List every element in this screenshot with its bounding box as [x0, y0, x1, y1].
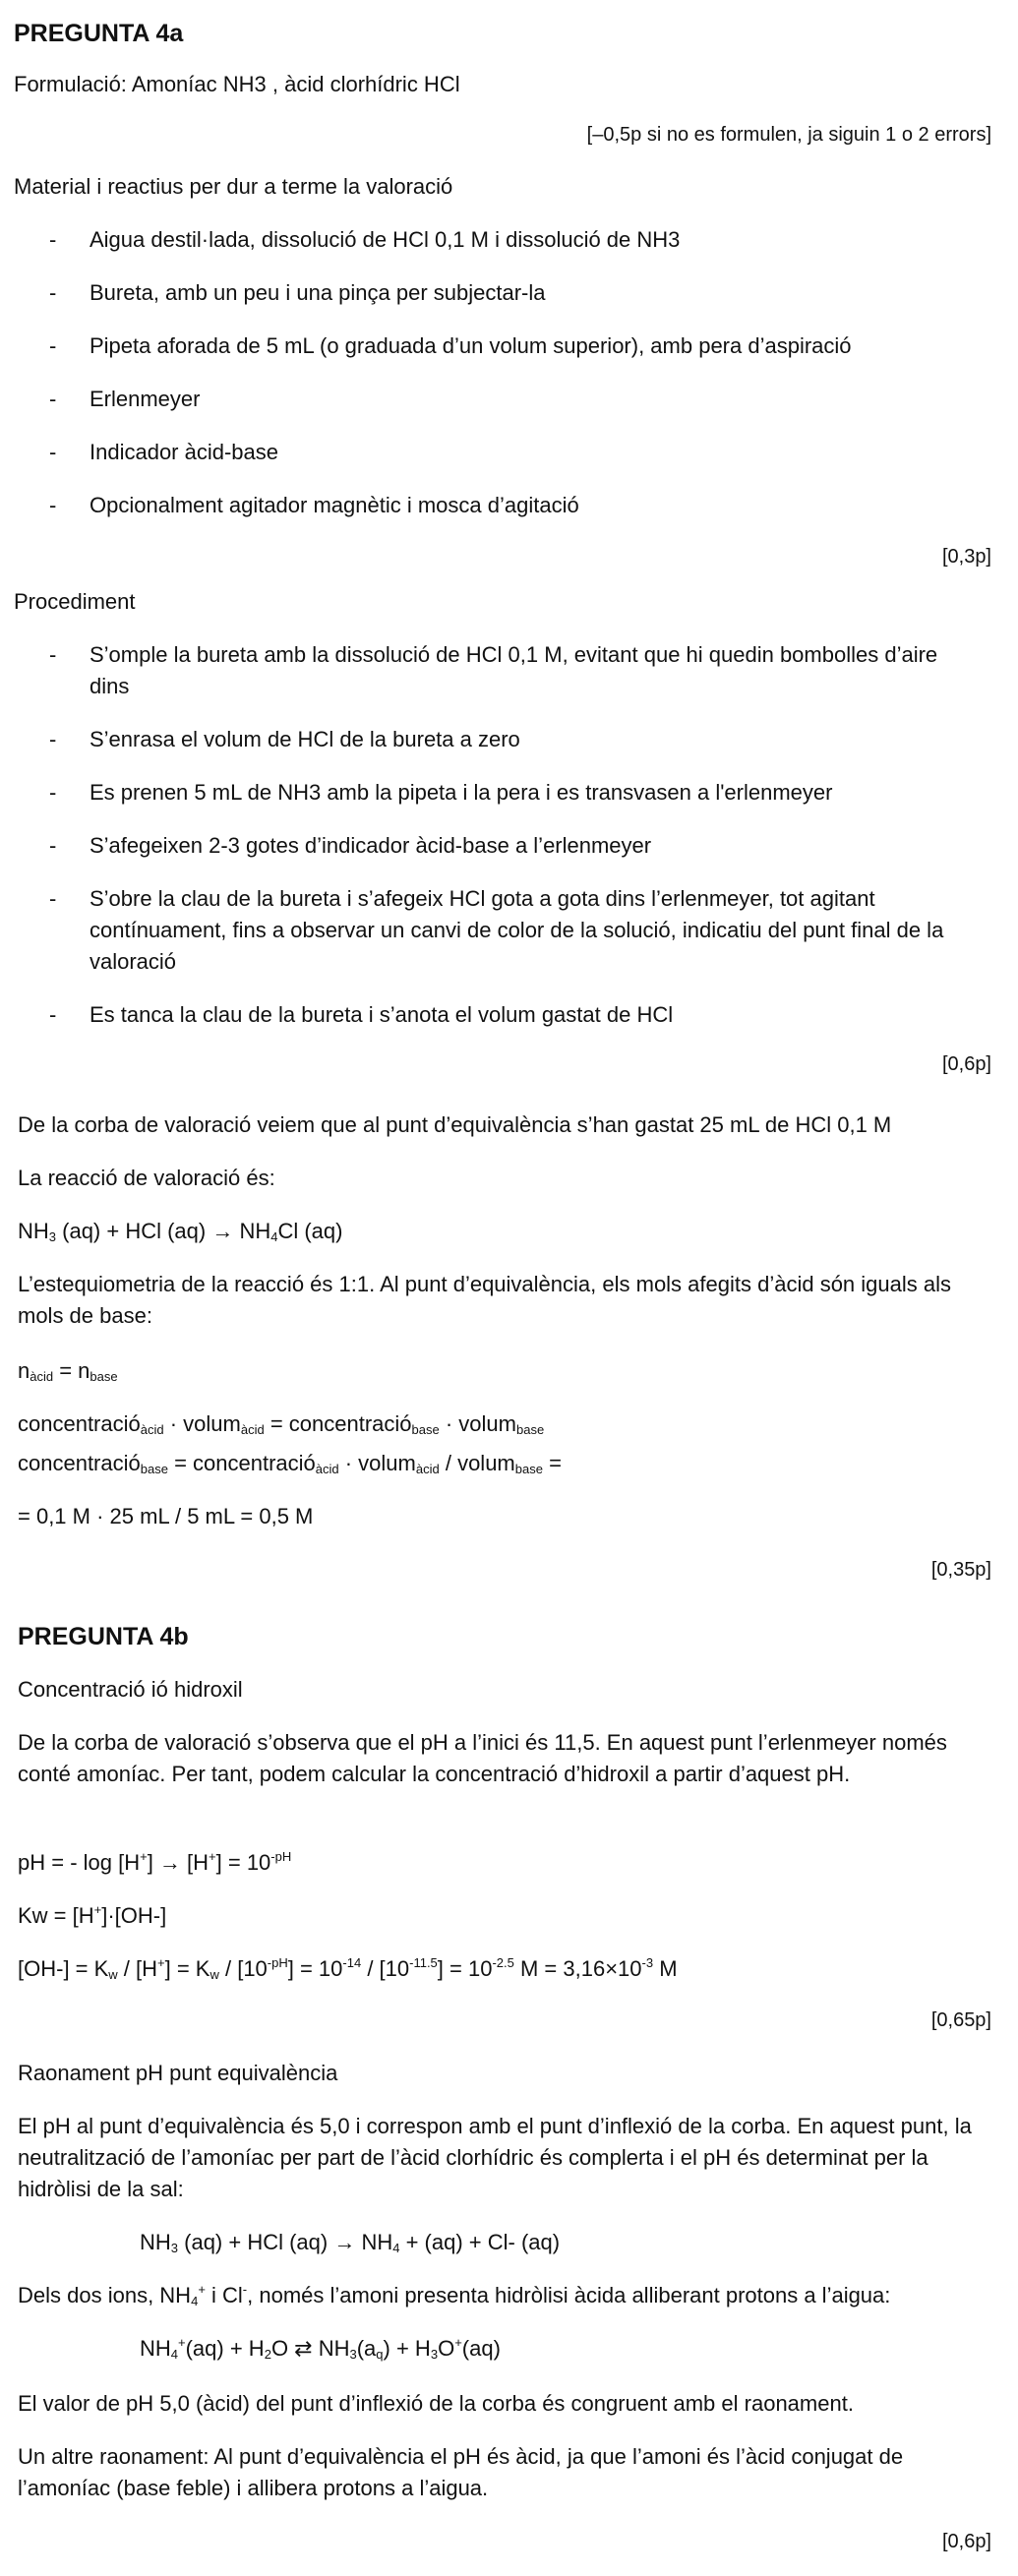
- procedure-item: S’omple la bureta amb la dissolució de HCl 0,1 M, evitant que hi quedin bombolles d’aire dins: [90, 642, 938, 698]
- ph-equation: pH = - $\log [H^+] \to [H^+] = 10^{-pH}$: [18, 1849, 292, 1875]
- procedure-item: Es tanca la clau de la bureta i s’anota el volum gastat de HCl: [90, 1002, 674, 1027]
- equivalence-score: [0,6p]: [941, 2531, 991, 2552]
- hydroxyl-score: [0,65p]: [930, 2009, 991, 2031]
- alternative-reasoning-text: Un altre raonament: Al punt d’equivalència el pH és àcid, ja que l’amoni és l’àcid conjugat de l’amoníac (base feble) i allibera protons a l’aigua.: [18, 2444, 904, 2500]
- ions-text: Dels dos ions, $NH_4^+$ i Cl-, només l’amoni presenta hidròlisi àcida alliberant protons a l’aigua:: [18, 2282, 891, 2308]
- material-item: Aigua destil·lada, dissolució de HCl 0,1 M i dissolució de NH3: [90, 227, 681, 252]
- result-equation: = 0,1 M · 25 mL / 5 mL = 0,5 M: [18, 1504, 314, 1528]
- congruent-text: El valor de pH 5,0 (àcid) del punt d’inflexió de la corba és congruent amb el raonament.: [18, 2391, 854, 2416]
- material-item: Opcionalment agitador magnètic i mosca d’agitació: [90, 493, 579, 517]
- formulation: Formulació: Amoníac NH3 , àcid clorhídric HCl: [14, 72, 460, 96]
- concentration-equation-1: concentració$_{àcid}$ · volum$_{àcid}$ = concentració$_{base}$ · volum$_{base}$: [18, 1411, 545, 1437]
- q4b-title: PREGUNTA 4b: [18, 1623, 189, 1650]
- q4b-text-initial-ph: De la corba de valoració s’observa que el pH a l’inici és 11,5. En aquest punt l’erlenmeyer només conté amoníac. Per tant, podem calcular la concentració d’hidroxil a partir d’aquest pH.: [18, 1730, 947, 1786]
- oh-equation: $[OH-] = K_w / [H^+] = K_w / [10^{-pH}] = 10^{-14} / [10^{-11.5}] = 10^{-2.5}$ $M = 3,16\times 10^{-3}$ M: [18, 1955, 678, 1982]
- q4b-subheading-hydroxyl: Concentració ió hidroxil: [18, 1677, 243, 1702]
- procedure-heading: Procediment: [14, 589, 136, 614]
- procedure-item: S’obre la clau de la bureta i s’afegeix HCl gota a gota dins l’erlenmeyer, tot agitant contínuament, fins a observar un canvi de color de la solució, indicatiu del punt final de la valoració: [90, 886, 944, 974]
- material-item: Bureta, amb un peu i una pinça per subjectar-la: [90, 280, 546, 305]
- concentration-equation-2: concentració$_{base}$ = concentració$_{àcid}$ · volum$_{àcid}$ / volum$_{base}$ =: [18, 1451, 562, 1476]
- result-score: [0,35p]: [930, 1559, 991, 1581]
- procedure-score: [0,6p]: [941, 1053, 991, 1075]
- salt-reaction-equation: $NH_3$ (aq) + HCl $(aq) \to NH_4 + (aq) + Cl-$ (aq): [140, 2230, 561, 2255]
- material-item: Indicador àcid-base: [90, 440, 279, 464]
- materials-score: [0,3p]: [941, 546, 991, 568]
- q4b-text-equivalence: El pH al punt d’equivalència és 5,0 i correspon amb el punt d’inflexió de la corba. En aquest punt, la neutralització de l’amoníac per part de l’àcid clorhídric és complerta i el pH és determinat per la hidròlisi de la sal:: [18, 2114, 972, 2201]
- curve-text: De la corba de valoració veiem que al punt d’equivalència s’han gastat 25 mL de HCl 0,1 M: [18, 1112, 892, 1137]
- kw-equation: Kw = [H+]·[OH-]: [18, 1902, 167, 1928]
- procedure-item: S’afegeixen 2-3 gotes d’indicador àcid-base a l’erlenmeyer: [90, 833, 652, 858]
- procedure-item: S’enrasa el volum de HCl de la bureta a zero: [90, 727, 520, 751]
- formulation-penalty: [–0,5p si no es formulen, ja siguin 1 o 2 errors]: [586, 124, 991, 146]
- material-item: Erlenmeyer: [90, 387, 201, 411]
- q4a-title: PREGUNTA 4a: [14, 20, 184, 47]
- stoich-text: L’estequiometria de la reacció és 1:1. Al punt d’equivalència, els mols afegits d’àcid són iguals als mols de base:: [18, 1272, 951, 1328]
- reaction-heading: La reacció de valoració és:: [18, 1166, 275, 1190]
- q4b-subheading-equivalence: Raonament pH punt equivalència: [18, 2061, 338, 2085]
- material-item: Pipeta aforada de 5 mL (o graduada d’un volum superior), amb pera d’aspiració: [90, 333, 852, 358]
- mol-equality: $n_{àcid} = n_{base}$: [18, 1358, 118, 1384]
- reaction-equation: $NH_3$ (aq) + HCl $(aq) \to NH_4Cl$ (aq): [18, 1219, 343, 1244]
- material-heading: Material i reactius per dur a terme la valoració: [14, 174, 453, 199]
- hydrolysis-equation: $NH_4^+(aq) + H_2O$ ⇄ $NH_3(a_q) + H_3O^+(aq)$: [140, 2335, 501, 2362]
- procedure-item: Es prenen 5 mL de NH3 amb la pipeta i la pera i es transvasen a l'erlenmeyer: [90, 780, 833, 805]
- equilibrium-arrow-icon: ⇄: [294, 2336, 313, 2361]
